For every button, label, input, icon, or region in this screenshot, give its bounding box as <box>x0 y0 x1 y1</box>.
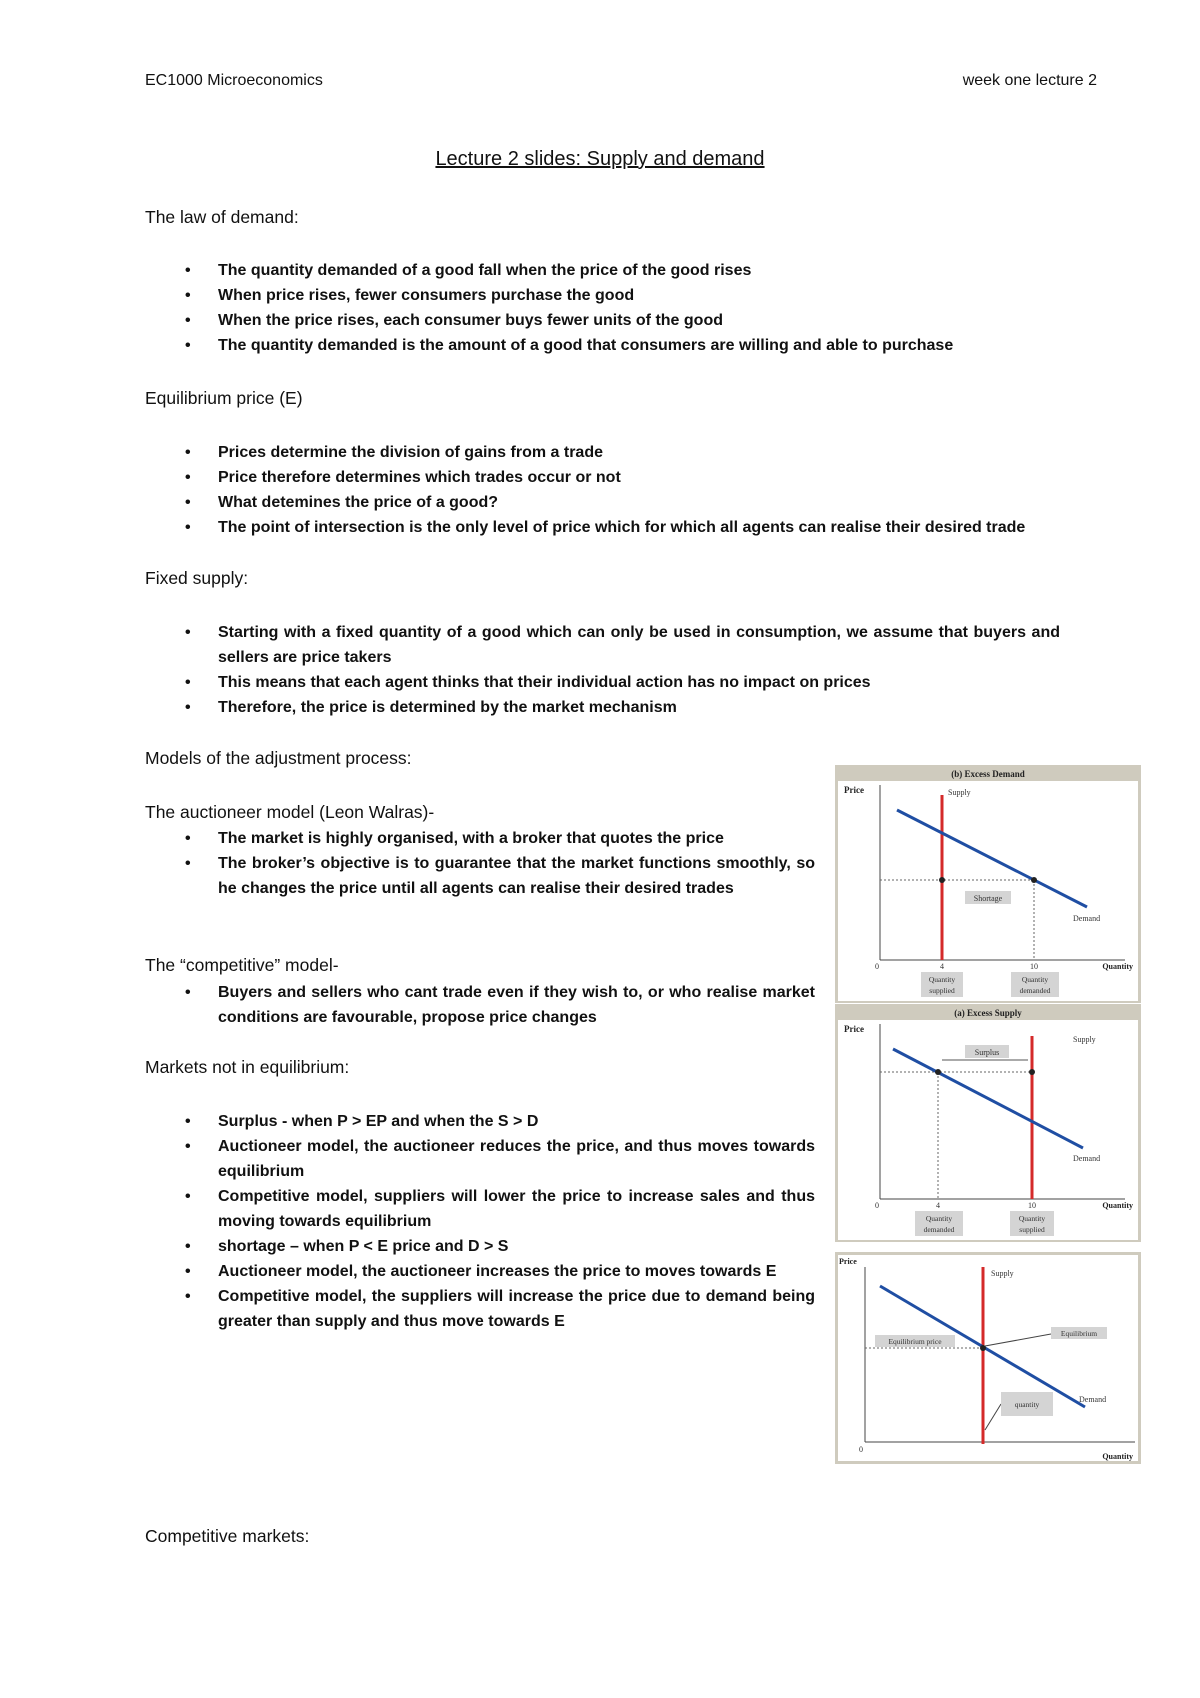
equilibrium-chart <box>835 1252 1141 1464</box>
qd-label-line2: demanded <box>923 1225 955 1234</box>
qs-label-line2: supplied <box>929 986 955 995</box>
chart-title: (a) Excess Supply <box>954 1008 1022 1018</box>
qs-label-line1: Quantity <box>928 975 956 984</box>
shortage-label: Shortage <box>973 894 1003 903</box>
header-course: EC1000 Microeconomics <box>145 72 323 89</box>
not-equilibrium-list <box>145 1109 815 1334</box>
auctioneer-list <box>145 826 815 901</box>
list-item: • Competitive model, suppliers will lower the price to increase sales and thus moving towards equilibrium <box>145 1184 815 1234</box>
heading-fixed-supply: Fixed supply: <box>145 568 249 588</box>
list-item: • Starting with a fixed quantity of a good which can only be used in consumption, we assume that buyers and sellers are price takers <box>145 620 1060 670</box>
tick-label: 10 <box>1030 962 1038 971</box>
list-item: • The quantity demanded of a good fall when the price of the good rises <box>145 258 1060 283</box>
x-axis-label: Quantity <box>1102 1452 1133 1461</box>
origin-label: 0 <box>859 1445 863 1454</box>
list-item: • Price therefore determines which trades occur or not <box>145 465 1060 490</box>
list-item: • When the price rises, each consumer buys fewer units of the good <box>145 308 1060 333</box>
figure-excess-demand <box>835 765 1141 1003</box>
list-item: • Auctioneer model, the auctioneer reduces the price, and thus moves towards equilibrium <box>145 1134 815 1184</box>
list-item: • The quantity demanded is the amount of a good that consumers are willing and able to purchase <box>145 333 1060 358</box>
tick-label: 4 <box>936 1201 940 1210</box>
supply-label: Supply <box>948 788 971 797</box>
demand-label: Demand <box>1073 1154 1101 1163</box>
list-item: • The broker’s objective is to guarantee that the market functions smoothly, so he changes the price until all agents can realise their desired trades <box>145 851 815 901</box>
demand-point <box>935 1069 941 1075</box>
list-item: • shortage – when P < E price and D > S <box>145 1234 815 1259</box>
heading-models: Models of the adjustment process: <box>145 748 412 768</box>
y-axis-label: Price <box>839 1257 857 1266</box>
figure-excess-supply <box>835 1004 1141 1242</box>
supply-label: Supply <box>1073 1035 1096 1044</box>
x-axis-label: Quantity <box>1102 962 1133 971</box>
tick-label: 0 <box>875 1201 879 1210</box>
heading-competitive: The “competitive” model- <box>145 955 339 975</box>
supply-point <box>1029 1069 1035 1075</box>
qd-label-line2: demanded <box>1019 986 1051 995</box>
excess-demand-chart <box>835 765 1141 1003</box>
page-title: Lecture 2 slides: Supply and demand <box>435 148 765 170</box>
excess-supply-chart <box>835 1004 1141 1242</box>
eq-label: Equilibrium <box>1060 1329 1098 1338</box>
list-item: • Therefore, the price is determined by the market mechanism <box>145 695 1060 720</box>
competitive-list <box>145 980 815 1030</box>
quantity-label: quantity <box>1014 1400 1040 1409</box>
qd-label-line1: Quantity <box>925 1214 953 1223</box>
heading-not-equilibrium: Markets not in equilibrium: <box>145 1057 350 1077</box>
list-item: • This means that each agent thinks that their individual action has no impact on prices <box>145 670 1060 695</box>
qs-label-line1: Quantity <box>1018 1214 1046 1223</box>
law-of-demand-list <box>145 258 1060 358</box>
list-item: • What detemines the price of a good? <box>145 490 1060 515</box>
tick-label: 10 <box>1028 1201 1036 1210</box>
surplus-label: Surplus <box>974 1048 1000 1057</box>
header-week: week one lecture 2 <box>962 72 1097 89</box>
supply-label: Supply <box>991 1269 1014 1278</box>
demand-point <box>1031 877 1037 883</box>
eq-price-label: Equilibrium price <box>888 1337 942 1346</box>
demand-label: Demand <box>1073 914 1101 923</box>
qs-label-line2: supplied <box>1019 1225 1045 1234</box>
list-item: • Auctioneer model, the auctioneer increases the price to moves towards E <box>145 1259 815 1284</box>
heading-auctioneer: The auctioneer model (Leon Walras)- <box>145 802 435 822</box>
tick-label: 4 <box>940 962 944 971</box>
list-item: • Prices determine the division of gains from a trade <box>145 440 1060 465</box>
heading-equilibrium: Equilibrium price (E) <box>145 388 303 408</box>
chart-title: (b) Excess Demand <box>951 769 1025 779</box>
list-item: • The market is highly organised, with a broker that quotes the price <box>145 826 815 851</box>
y-axis-label: Price <box>844 1024 864 1034</box>
demand-label: Demand <box>1079 1395 1107 1404</box>
supply-point <box>939 877 945 883</box>
list-item: • Surplus - when P > EP and when the S > D <box>145 1109 815 1134</box>
list-item: • Buyers and sellers who cant trade even if they wish to, or who realise market conditions are favourable, propose price changes <box>145 980 815 1030</box>
list-item: • Competitive model, the suppliers will increase the price due to demand being greater than supply and thus move towards E <box>145 1284 815 1334</box>
equilibrium-list <box>145 440 1060 540</box>
y-axis-label: Price <box>844 785 864 795</box>
heading-law-of-demand: The law of demand: <box>145 207 299 227</box>
figure-equilibrium <box>835 1252 1141 1464</box>
chart-background <box>838 1255 1138 1461</box>
x-axis-label: Quantity <box>1102 1201 1133 1210</box>
heading-competitive-markets: Competitive markets: <box>145 1526 310 1546</box>
tick-label: 0 <box>875 962 879 971</box>
list-item: • When price rises, fewer consumers purchase the good <box>145 283 1060 308</box>
fixed-supply-list <box>145 620 1060 720</box>
list-item: • The point of intersection is the only level of price which for which all agents can realise their desired trade <box>145 515 1060 540</box>
qd-label-line1: Quantity <box>1021 975 1049 984</box>
